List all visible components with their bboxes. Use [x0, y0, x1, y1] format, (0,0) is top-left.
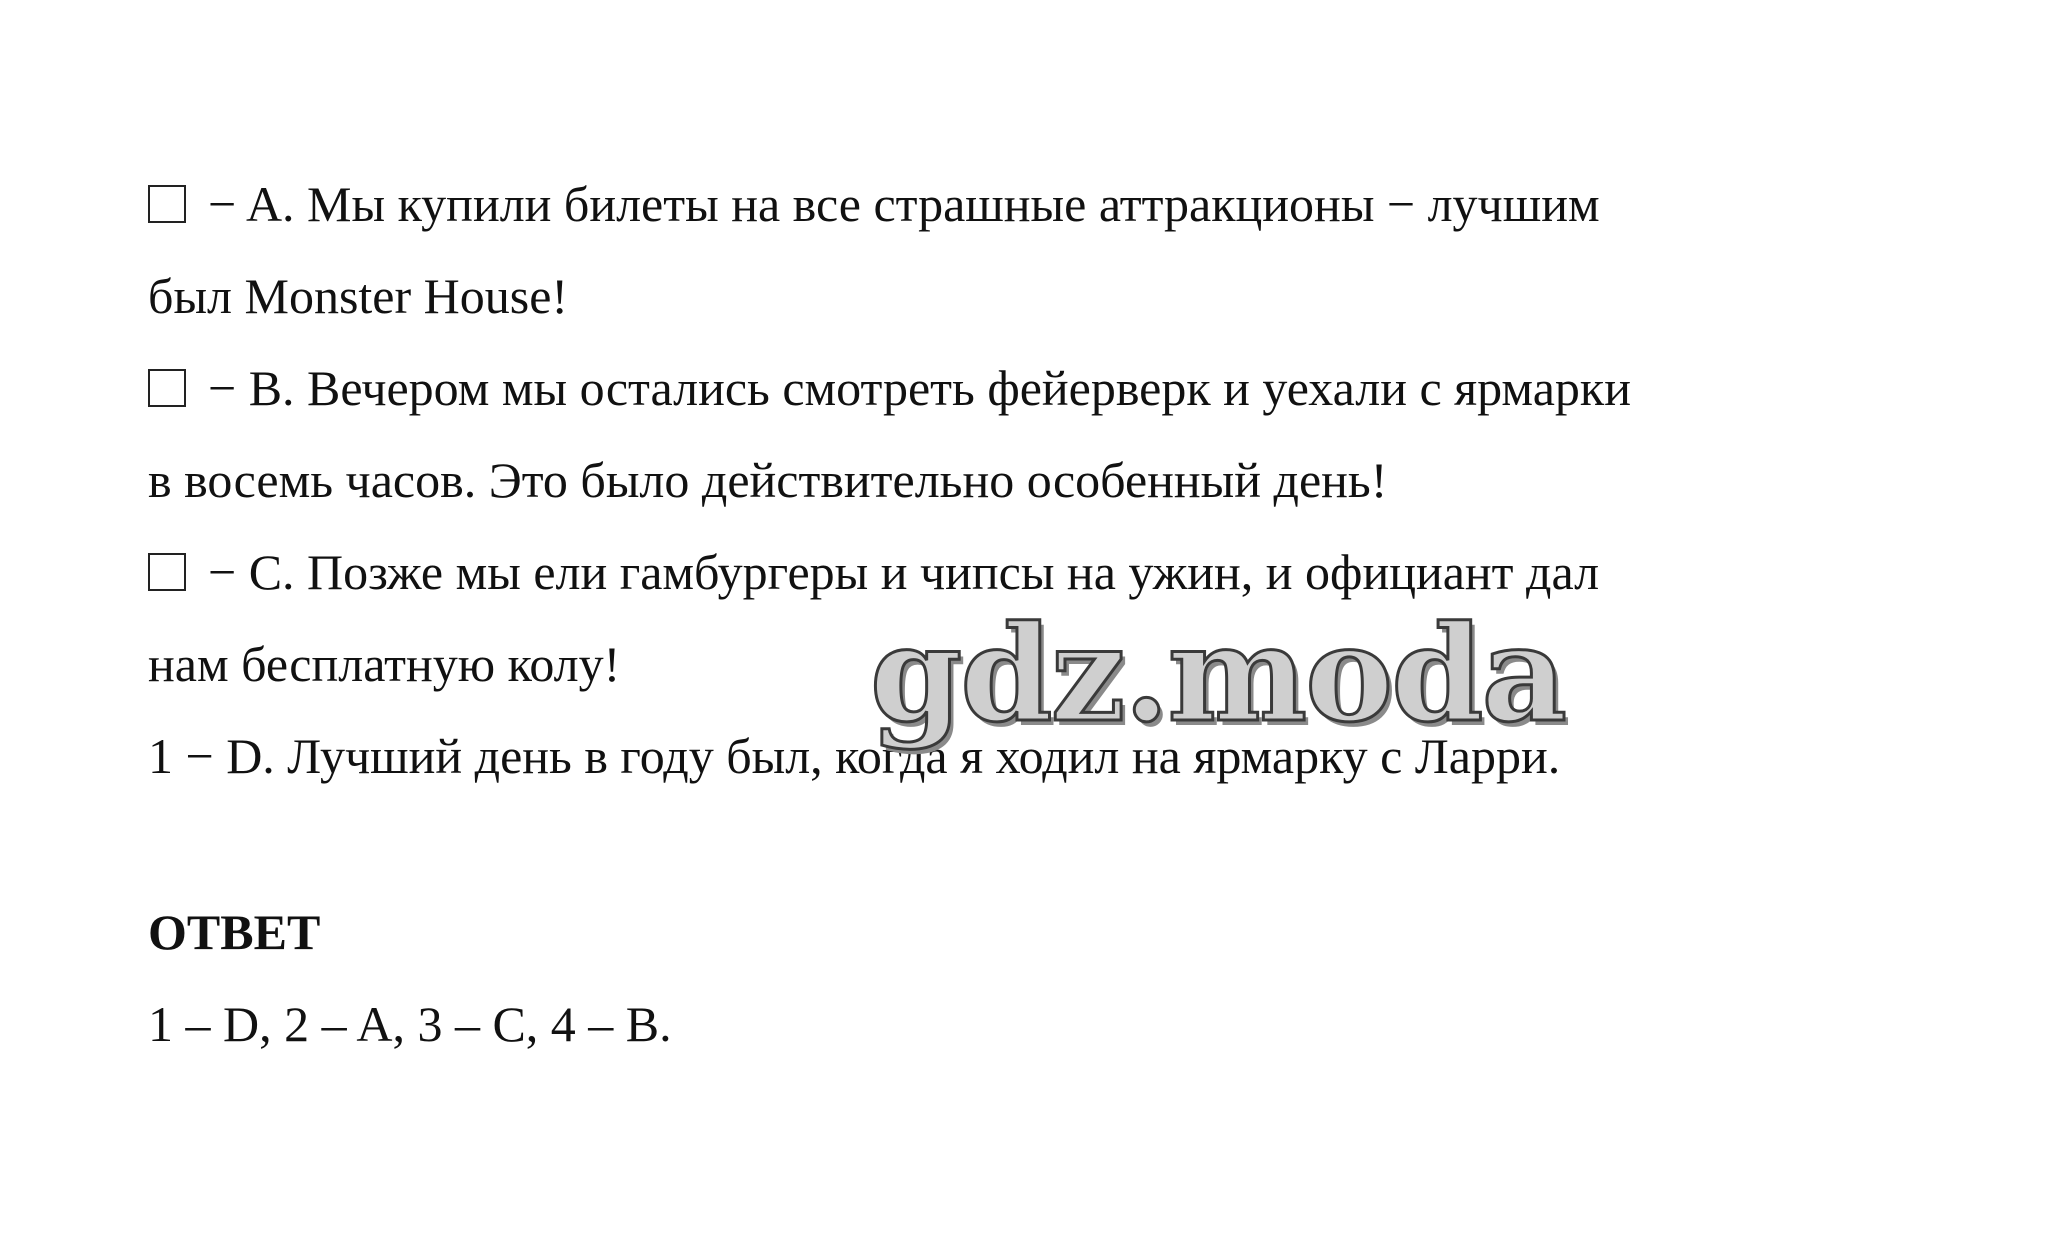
- item-c-text-1: − C. Позже мы ели гамбургеры и чипсы на ужин, и официант дал: [208, 544, 1600, 600]
- answer-block: [148, 886, 672, 1070]
- answer-text: 1 – D, 2 – A, 3 – C, 4 – B.: [148, 996, 672, 1052]
- watermark-logo: gdz.moda: [870, 597, 1566, 752]
- checkbox-b[interactable]: [148, 369, 186, 407]
- item-b-text-1: − B. Вечером мы остались смотреть фейерверк и уехали с ярмарки: [208, 360, 1631, 416]
- item-b-line-2: [148, 434, 2008, 526]
- item-a-text-2: был Monster House!: [148, 268, 569, 324]
- answer-title: ОТВЕТ: [148, 904, 321, 960]
- checkbox-c[interactable]: [148, 553, 186, 591]
- item-b-line-1: [148, 342, 2008, 434]
- exercise-list: [148, 158, 2008, 802]
- item-a-line-2: [148, 250, 2008, 342]
- checkbox-a[interactable]: [148, 185, 186, 223]
- item-b-text-2: в восемь часов. Это было действительно особенный день!: [148, 452, 1388, 508]
- item-d-text-1: 1 − D. Лучший день в году был, когда я ходил на ярмарку с Ларри.: [148, 728, 1561, 784]
- item-c-text-2: нам бесплатную колу!: [148, 636, 621, 692]
- item-a-text-1: − A. Мы купили билеты на все страшные аттракционы − лучшим: [208, 176, 1600, 232]
- item-c-line-2: [148, 618, 2008, 710]
- item-a-line-1: [148, 158, 2008, 250]
- item-c-line-1: [148, 526, 2008, 618]
- item-d-line-1: [148, 710, 2008, 802]
